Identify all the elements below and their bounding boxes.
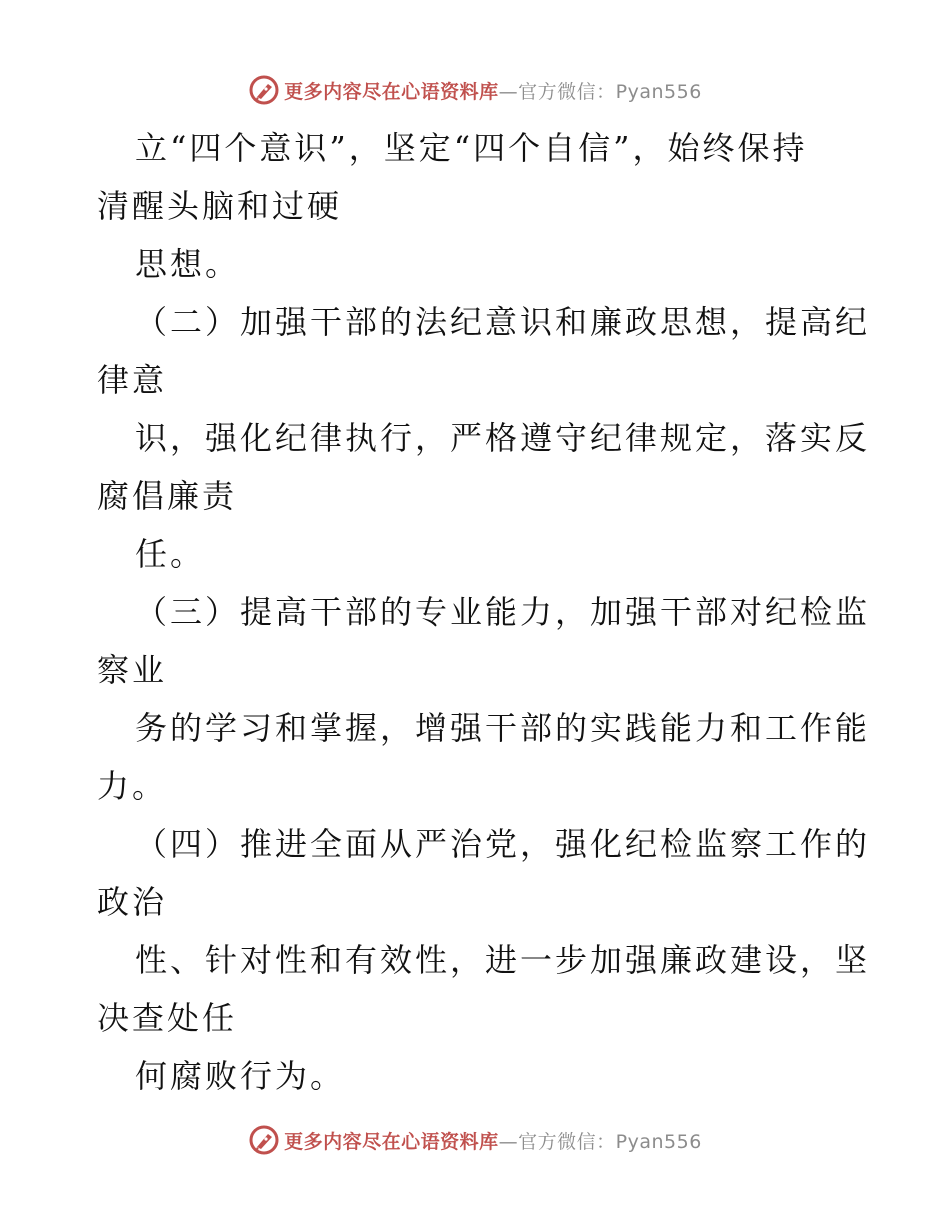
body-line: 思想。 [135,245,241,283]
body-line: 任。 [135,535,206,573]
body-line: 察业 [97,651,168,689]
footer-brand: 更多内容尽在心语资料库 [284,1130,499,1153]
footer-banner [0,1120,950,1160]
header-banner [0,70,950,110]
body-line: 务的学习和掌握，增强干部的实践能力和工作能 [135,709,871,747]
body-line: 决查处任 [97,999,238,1037]
document-body [97,119,871,1105]
header-text [284,77,702,104]
body-line: （四）推进全面从严治党，强化纪检监察工作的 [135,825,871,863]
footer-text [284,1127,702,1154]
body-line: 律意 [97,361,168,399]
body-line: 政治 [97,883,168,921]
pen-nib-logo-icon [248,1124,280,1156]
body-line: 立“四个意识”，坚定“四个自信”，始终保持 [135,129,808,167]
body-line: 清醒头脑和过硬 [97,187,343,225]
footer-account: 官方微信：Pyan556 [518,1130,702,1153]
footer-separator: — [498,1130,519,1153]
body-line: （二）加强干部的法纪意识和廉政思想，提高纪 [135,303,871,341]
body-line: 性、针对性和有效性，进一步加强廉政建设，坚 [135,941,871,979]
body-line: 识，强化纪律执行，严格遵守纪律规定，落实反 [135,419,871,457]
header-separator: — [498,80,519,103]
body-line: 力。 [97,767,168,805]
header-account: 官方微信：Pyan556 [518,80,702,103]
header-brand: 更多内容尽在心语资料库 [284,80,499,103]
body-line: 何腐败行为。 [135,1057,346,1095]
body-line: （三）提高干部的专业能力，加强干部对纪检监 [135,593,871,631]
pen-nib-logo-icon [248,74,280,106]
body-line: 腐倡廉责 [97,477,238,515]
